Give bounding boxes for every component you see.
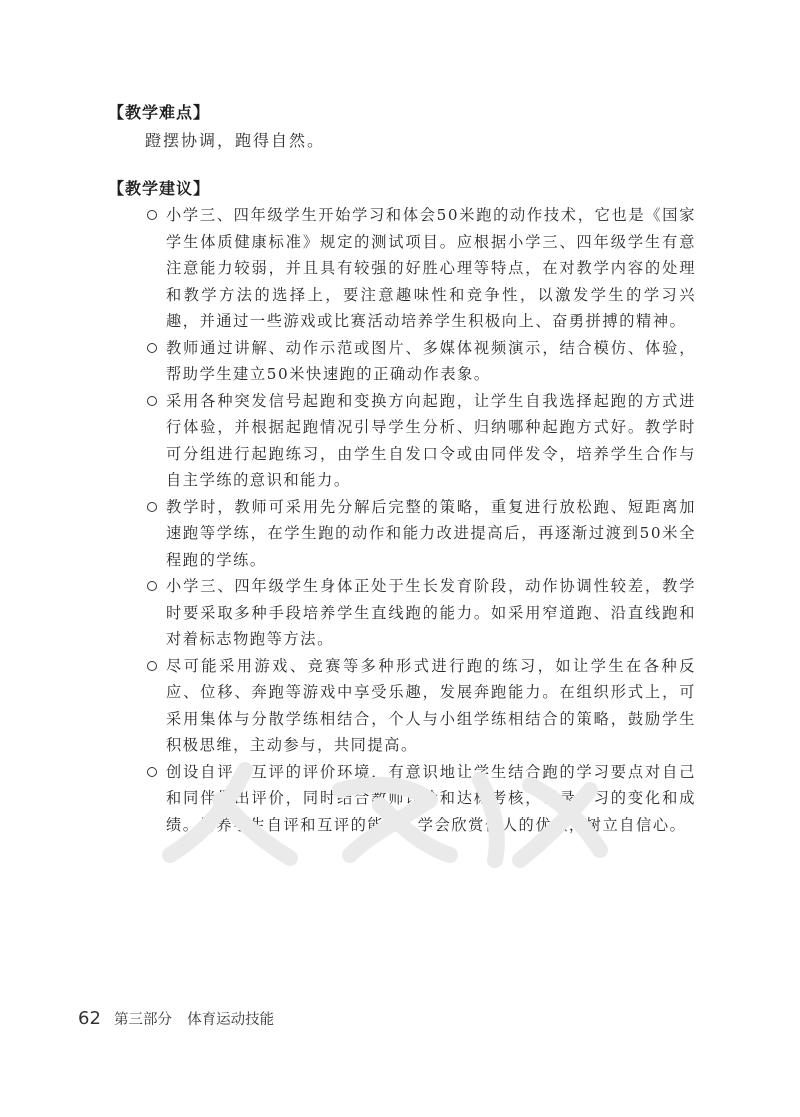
suggestion-item [148, 335, 696, 388]
circle-bullet-icon [147, 343, 157, 353]
circle-bullet-icon [147, 502, 157, 512]
suggestion-item [148, 202, 696, 335]
suggestion-item [148, 573, 696, 653]
suggestion-text: 尽可能采用游戏、竞赛等多种形式进行跑的练习，如让学生在各种反应、位移、奔跑等游戏中享受乐趣，发展奔跑能力。在组织形式上，可采用集体与分散学练相结合，个人与小组学练相结合的策略，鼓励学生积极思维，主动参与，共同提高。 [166, 656, 696, 754]
suggestions-list [148, 202, 696, 838]
footer-chapter-title: 体育运动技能 [187, 1012, 275, 1028]
suggestion-item [148, 494, 696, 574]
suggestion-item [148, 759, 696, 839]
suggestion-item [148, 653, 696, 759]
suggestions-heading: 【教学建议】 [108, 179, 211, 198]
circle-bullet-icon [147, 210, 157, 220]
circle-bullet-icon [147, 661, 157, 671]
circle-bullet-icon [147, 581, 157, 591]
suggestion-text: 教师通过讲解、动作示范或图片、多媒体视频演示，结合模仿、体验，帮助学生建立50米快速跑的正确动作表象。 [166, 338, 696, 383]
footer-part-label: 第三部分 [114, 1012, 172, 1028]
difficulty-heading: 【教学难点】 [108, 103, 211, 122]
suggestion-text: 小学三、四年级学生开始学习和体会50米跑的动作技术，它也是《国家学生体质健康标准》规定的测试项目。应根据小学三、四年级学生有意注意能力较弱，并且具有较强的好胜心理等特点，在对教学内容的处理和教学方法的选择上，要注意趣味性和竞争性，以激发学生的学习兴趣，并通过一些游戏或比赛活动培养学生积极向上、奋勇拼搏的精神。 [166, 206, 696, 330]
page-number: 62 [78, 1008, 101, 1029]
circle-bullet-icon [147, 396, 157, 406]
suggestion-text: 创设自评、互评的评价环境，有意识地让学生结合跑的学习要点对自己和同伴做出评价，同时结合教师评价和达标考核，记录学习的变化和成绩。培养学生自评和互评的能力，学会欣赏他人的优点，树立自信心。 [166, 762, 696, 834]
circle-bullet-icon [147, 767, 157, 777]
suggestion-text: 教学时，教师可采用先分解后完整的策略，重复进行放松跑、短距离加速跑等学练，在学生跑的动作和能力改进提高后，再逐渐过渡到50米全程跑的学练。 [166, 497, 696, 569]
suggestion-item [148, 388, 696, 494]
suggestion-text: 采用各种突发信号起跑和变换方向起跑，让学生自我选择起跑的方式进行体验，并根据起跑情况引导学生分析、归纳哪种起跑方式好。教学时可分组进行起跑练习，由学生自发口令或由同伴发令，培养学生合作与自主学练的意识和能力。 [166, 391, 696, 489]
suggestion-text: 小学三、四年级学生身体正处于生长发育阶段，动作协调性较差，教学时要采取多种手段培养学生直线跑的能力。如采用窄道跑、沿直线跑和对着标志物跑等方法。 [166, 577, 696, 648]
page-footer [78, 1008, 274, 1029]
difficulty-text: 蹬摆协调，跑得自然。 [145, 131, 326, 150]
